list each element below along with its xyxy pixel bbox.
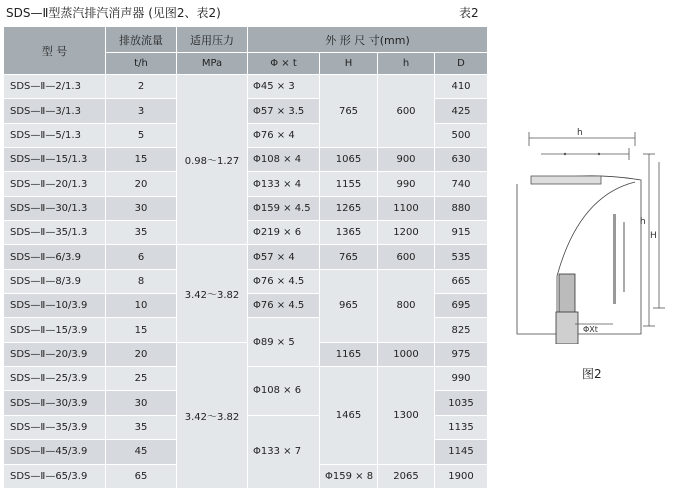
H-cell: 1155 — [320, 172, 378, 196]
phi-cell: Φ76 × 4 — [248, 123, 320, 147]
phi-cell: Φ45 × 3 — [248, 75, 320, 99]
flow-cell: 20 — [106, 342, 177, 366]
D-cell: 740 — [435, 172, 488, 196]
model-cell: SDS—Ⅱ—15/1.3 — [4, 148, 106, 172]
D-cell: 535 — [435, 245, 488, 269]
col-header-flow-unit: t/h — [106, 53, 177, 75]
flow-cell: 6 — [106, 245, 177, 269]
flow-cell: 2 — [106, 75, 177, 99]
pressure-cell: 0.98～1.27 — [177, 75, 248, 245]
phi-cell: Φ76 × 4.5 — [248, 294, 320, 318]
flow-cell: 10 — [106, 294, 177, 318]
H-cell: 965 — [320, 269, 378, 342]
h-cell: 990 — [378, 172, 435, 196]
diagram-label-phi: ΦXt — [583, 325, 598, 334]
flow-cell: 15 — [106, 318, 177, 342]
flow-cell: 65 — [106, 464, 177, 489]
H-cell: 1065 — [320, 148, 378, 172]
H-cell: 1365 — [320, 221, 378, 245]
h-cell: 800 — [378, 269, 435, 342]
diagram-label-D: h — [577, 128, 583, 138]
h-cell: 1200 — [378, 221, 435, 245]
col-header-model: 型 号 — [4, 27, 106, 75]
D-cell: 500 — [435, 123, 488, 147]
model-cell: SDS—Ⅱ—35/3.9 — [4, 415, 106, 439]
flow-cell: 15 — [106, 148, 177, 172]
model-cell: SDS—Ⅱ—6/3.9 — [4, 245, 106, 269]
h-cell: 900 — [378, 148, 435, 172]
table-reference: 表2 — [459, 6, 479, 20]
D-cell: 630 — [435, 148, 488, 172]
H-cell: 1265 — [320, 196, 378, 220]
table-row — [4, 245, 488, 269]
phi-cell: Φ108 × 4 — [248, 148, 320, 172]
model-cell: SDS—Ⅱ—15/3.9 — [4, 318, 106, 342]
model-cell: SDS—Ⅱ—10/3.9 — [4, 294, 106, 318]
flow-cell: 20 — [106, 172, 177, 196]
D-cell: 880 — [435, 196, 488, 220]
model-cell: SDS—Ⅱ—30/1.3 — [4, 196, 106, 220]
col-header-pressure-unit: MPa — [177, 53, 248, 75]
page-title: SDS—Ⅱ型蒸汽排汽消声器 (见图2、表2) — [6, 6, 221, 20]
figure-caption: 图2 — [582, 367, 602, 381]
table-row — [4, 342, 488, 366]
flow-cell: 3 — [106, 99, 177, 123]
flow-cell: 8 — [106, 269, 177, 293]
col-header-D: D — [435, 53, 488, 75]
model-cell: SDS—Ⅱ—5/1.3 — [4, 123, 106, 147]
model-cell: SDS—Ⅱ—45/3.9 — [4, 440, 106, 464]
D-cell: 1035 — [435, 391, 488, 415]
phi-cell: Φ76 × 4.5 — [248, 269, 320, 293]
diagram-label-h: h — [640, 217, 646, 227]
phi-cell: Φ133 × 4 — [248, 172, 320, 196]
col-header-dims: 外 形 尺 寸(mm) — [248, 27, 488, 53]
D-cell: 915 — [435, 221, 488, 245]
H-cell: 1165 — [320, 342, 378, 366]
phi-cell: Φ159 × 8 — [320, 464, 378, 489]
phi-cell: Φ57 × 4 — [248, 245, 320, 269]
flow-cell: 35 — [106, 415, 177, 439]
silencer-diagram — [509, 126, 665, 344]
flow-cell: 35 — [106, 221, 177, 245]
spec-table — [3, 26, 488, 489]
H-cell: 765 — [320, 245, 378, 269]
D-cell: 410 — [435, 75, 488, 99]
col-header-H: H — [320, 53, 378, 75]
D-cell: 665 — [435, 269, 488, 293]
h-cell: 600 — [378, 245, 435, 269]
h-cell: 1100 — [378, 196, 435, 220]
diagram-label-H: H — [650, 231, 657, 241]
model-cell: SDS—Ⅱ—35/1.3 — [4, 221, 106, 245]
h-cell: 1900 — [435, 464, 488, 489]
phi-cell: Φ89 × 5 — [248, 318, 320, 367]
model-cell: SDS—Ⅱ—65/3.9 — [4, 464, 106, 489]
pressure-cell: 3.42～3.82 — [177, 245, 248, 342]
D-cell: 425 — [435, 99, 488, 123]
model-cell: SDS—Ⅱ—8/3.9 — [4, 269, 106, 293]
table-row — [4, 75, 488, 99]
D-cell: 975 — [435, 342, 488, 366]
col-header-phi: Φ × t — [248, 53, 320, 75]
model-cell: SDS—Ⅱ—20/3.9 — [4, 342, 106, 366]
h-cell: 1000 — [378, 342, 435, 366]
phi-cell: Φ159 × 4.5 — [248, 196, 320, 220]
h-cell: 1300 — [378, 367, 435, 464]
phi-cell: Φ219 × 6 — [248, 221, 320, 245]
model-cell: SDS—Ⅱ—20/1.3 — [4, 172, 106, 196]
D-cell: 1135 — [435, 415, 488, 439]
flow-cell: 30 — [106, 391, 177, 415]
phi-cell: Φ108 × 6 — [248, 367, 320, 416]
flow-cell: 5 — [106, 123, 177, 147]
model-cell: SDS—Ⅱ—2/1.3 — [4, 75, 106, 99]
col-header-flow: 排放流量 — [106, 27, 177, 53]
model-cell: SDS—Ⅱ—3/1.3 — [4, 99, 106, 123]
phi-cell: Φ57 × 3.5 — [248, 99, 320, 123]
pressure-cell: 3.42～3.82 — [177, 342, 248, 488]
model-cell: SDS—Ⅱ—25/3.9 — [4, 367, 106, 391]
D-cell: 990 — [435, 367, 488, 391]
h-cell: 600 — [378, 75, 435, 148]
D-cell: 825 — [435, 318, 488, 342]
H-cell: 1465 — [320, 367, 378, 464]
col-header-pressure: 适用压力 — [177, 27, 248, 53]
H-cell: 2065 — [378, 464, 435, 489]
phi-cell: Φ133 × 7 — [248, 415, 320, 488]
D-cell: 695 — [435, 294, 488, 318]
flow-cell: 30 — [106, 196, 177, 220]
H-cell: 765 — [320, 75, 378, 148]
D-cell: 1145 — [435, 440, 488, 464]
model-cell: SDS—Ⅱ—30/3.9 — [4, 391, 106, 415]
col-header-h: h — [378, 53, 435, 75]
flow-cell: 25 — [106, 367, 177, 391]
flow-cell: 45 — [106, 440, 177, 464]
